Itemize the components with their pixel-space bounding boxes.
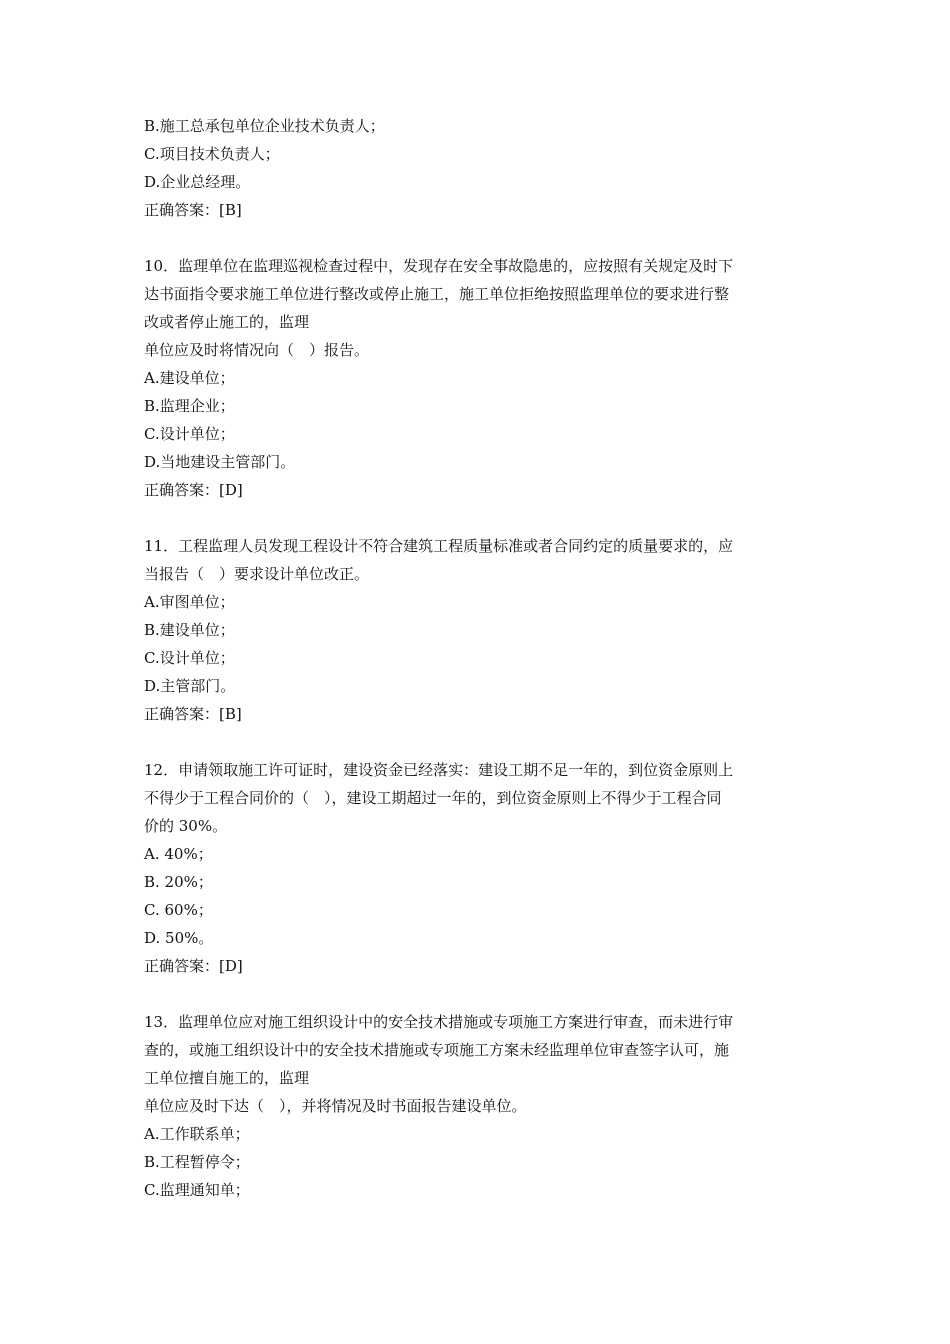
spacer — [144, 504, 812, 532]
question-stem-line: 价的 30%。 — [144, 817, 228, 835]
question-stem-line: 11．工程监理人员发现工程设计不符合建筑工程质量标准或者合同约定的质量要求的，应 — [144, 537, 734, 555]
question-12 — [144, 756, 812, 980]
option-c: C.项目技术负责人； — [144, 145, 280, 163]
question-stem-line: 10．监理单位在监理巡视检查过程中，发现存在安全事故隐患的，应按照有关规定及时下 — [144, 257, 734, 275]
question-stem-line: 达书面指令要求施工单位进行整改或停止施工，施工单位拒绝按照监理单位的要求进行整 — [144, 285, 730, 303]
spacer — [144, 728, 812, 756]
question-10 — [144, 252, 812, 504]
option-a: A.建设单位； — [144, 369, 235, 387]
option-a: A.审图单位； — [144, 593, 235, 611]
question-stem-line: 工单位擅自施工的，监理 — [144, 1069, 310, 1087]
option-d: D.当地建设主管部门。 — [144, 453, 296, 471]
question-stem-line: 13．监理单位应对施工组织设计中的安全技术措施或专项施工方案进行审查，而未进行审 — [144, 1013, 734, 1031]
option-c: C.设计单位； — [144, 425, 235, 443]
option-d: D.主管部门。 — [144, 677, 236, 695]
question-11 — [144, 532, 812, 728]
option-c: C. 60%； — [144, 901, 213, 919]
question-stem-line: 单位应及时将情况向（ ）报告。 — [144, 341, 370, 359]
option-d: D. 50%。 — [144, 929, 214, 947]
option-b: B.监理企业； — [144, 397, 235, 415]
option-d: D.企业总经理。 — [144, 173, 251, 191]
question-stem-line: 当报告（ ）要求设计单位改正。 — [144, 565, 370, 583]
spacer — [144, 224, 812, 252]
option-a: A.工作联系单； — [144, 1125, 250, 1143]
question-stem-line: 12．申请领取施工许可证时，建设资金已经落实：建设工期不足一年的，到位资金原则上 — [144, 761, 734, 779]
question-stem-line: 不得少于工程合同价的（ ），建设工期超过一年的，到位资金原则上不得少于工程合同 — [144, 789, 722, 807]
option-b: B.工程暂停令； — [144, 1153, 250, 1171]
spacer — [144, 980, 812, 1008]
question-13 — [144, 1008, 812, 1204]
answer-line: 正确答案：[B] — [144, 705, 242, 723]
answer-line: 正确答案：[D] — [144, 481, 243, 499]
option-b: B. 20%； — [144, 873, 213, 891]
question-stem-line: 单位应及时下达（ ），并将情况及时书面报告建设单位。 — [144, 1097, 527, 1115]
option-c: C.设计单位； — [144, 649, 235, 667]
document-content — [144, 112, 812, 1204]
question-stem-line: 查的，或施工组织设计中的安全技术措施或专项施工方案未经监理单位审查签字认可，施 — [144, 1041, 730, 1059]
option-c: C.监理通知单； — [144, 1181, 250, 1199]
question-9-tail — [144, 112, 812, 224]
answer-line: 正确答案：[B] — [144, 201, 242, 219]
option-a: A. 40%； — [144, 845, 213, 863]
option-b: B.建设单位； — [144, 621, 235, 639]
answer-line: 正确答案：[D] — [144, 957, 243, 975]
option-b: B.施工总承包单位企业技术负责人； — [144, 117, 385, 135]
question-stem-line: 改或者停止施工的，监理 — [144, 313, 310, 331]
